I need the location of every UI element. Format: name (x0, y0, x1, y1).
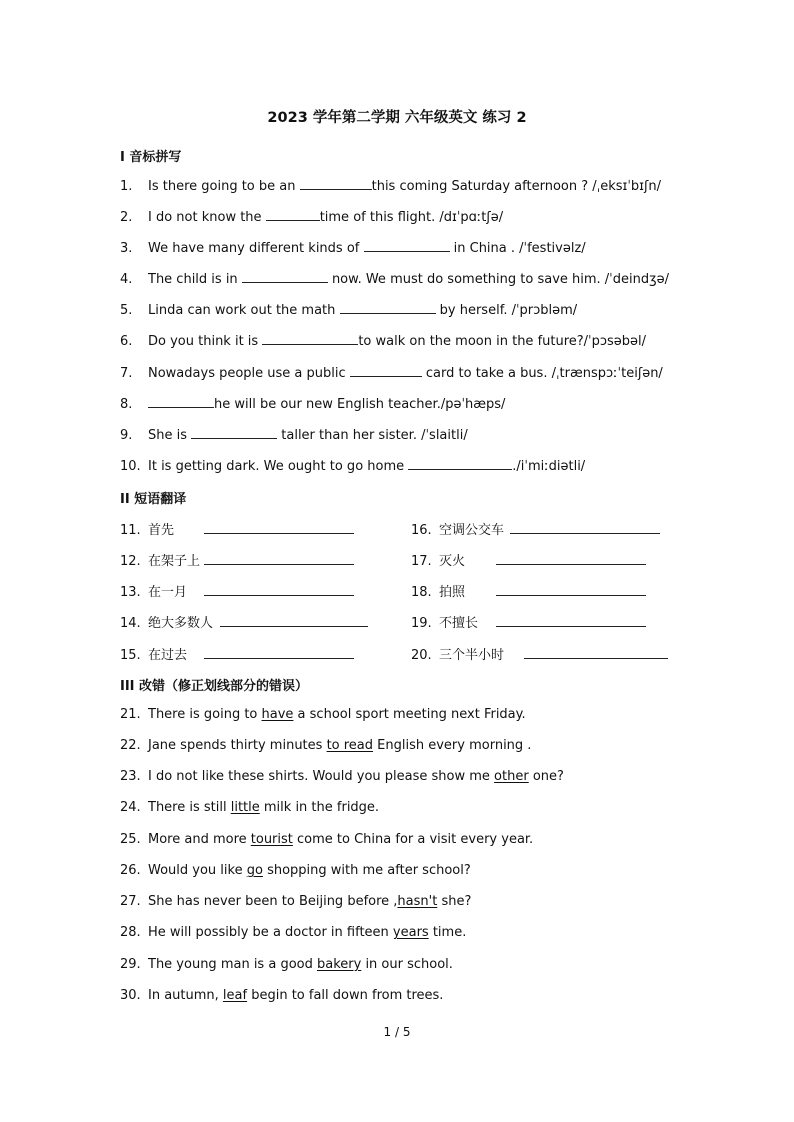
underlined-error: bakery (316, 957, 362, 972)
question-row (120, 988, 443, 1003)
question-row (120, 364, 663, 381)
question-text-before: There is going to (148, 707, 262, 722)
phrase-text: 在过去 (148, 648, 188, 663)
question-number: 9. (120, 428, 133, 443)
underlined-error: little (230, 800, 260, 815)
phrase-text: 不擅长 (439, 616, 479, 631)
answer-blank[interactable] (266, 208, 320, 221)
question-number: 24. (120, 800, 141, 815)
question-text-before: Do you think it is (148, 334, 263, 349)
question-number: 1. (120, 179, 133, 194)
question-number: 18. (411, 585, 432, 600)
question-number: 13. (120, 585, 141, 600)
question-number: 3. (120, 241, 133, 256)
question-number: 20. (411, 648, 432, 663)
question-text-after: now. We must do something to save him. /ˈdeindʒə/ (327, 272, 669, 287)
section-heading-error-correction: III 改错（修正划线部分的错误） (120, 679, 309, 694)
question-row (120, 800, 379, 815)
question-text-before: Would you like (148, 863, 247, 878)
question-text-after: in China . /ˈfestivəlz/ (449, 241, 586, 256)
question-text-after: in our school. (361, 957, 453, 972)
answer-blank[interactable] (300, 177, 372, 190)
question-text-before: It is getting dark. We ought to go home (148, 459, 409, 474)
translation-item (411, 612, 478, 631)
question-text-before: Is there going to be an (148, 179, 300, 194)
question-text-after: a school sport meeting next Friday. (293, 707, 526, 722)
page-title: 2023 学年第二学期 六年级英文 练习 2 (267, 110, 527, 126)
question-number: 15. (120, 648, 141, 663)
translation-item (120, 581, 187, 600)
question-row (120, 426, 468, 443)
question-text-before: He will possibly be a doctor in fifteen (148, 925, 393, 940)
question-text-before: We have many different kinds of (148, 241, 364, 256)
page-number: 1 / 5 (383, 1025, 411, 1039)
section-heading-translation: II 短语翻译 (120, 492, 187, 507)
underlined-error: years (392, 925, 429, 940)
translation-item (411, 581, 465, 600)
question-number: 29. (120, 957, 141, 972)
translation-item (411, 519, 504, 538)
answer-blank[interactable] (204, 583, 354, 596)
question-text-before: I do not like these shirts. Would you please show me (148, 769, 495, 784)
question-row (120, 769, 564, 784)
question-number: 21. (120, 707, 141, 722)
question-number: 4. (120, 272, 133, 287)
question-number: 30. (120, 988, 141, 1003)
question-row (120, 177, 661, 194)
question-number: 14. (120, 616, 141, 631)
question-number: 5. (120, 303, 133, 318)
question-row (120, 832, 533, 847)
translation-item (120, 550, 200, 569)
answer-blank[interactable] (242, 270, 328, 283)
question-text-before: She has never been to Beijing before , (148, 894, 398, 909)
question-text-after: ./iˈmiːdiətli/ (512, 459, 586, 474)
question-text-before: Jane spends thirty minutes (148, 738, 327, 753)
question-text-before: There is still (148, 800, 231, 815)
question-row (120, 270, 669, 287)
translation-item (120, 612, 213, 631)
question-number: 17. (411, 554, 432, 569)
question-text-before: I do not know the (148, 210, 266, 225)
underlined-error: tourist (250, 832, 293, 847)
translation-item (120, 519, 174, 538)
answer-blank[interactable] (496, 614, 646, 627)
question-row (120, 395, 505, 412)
question-row (120, 863, 471, 878)
answer-blank[interactable] (262, 332, 358, 345)
question-row (120, 957, 453, 972)
phrase-text: 在架子上 (148, 554, 201, 569)
answer-blank[interactable] (364, 239, 450, 252)
underlined-error: have (261, 707, 294, 722)
phrase-text: 首先 (148, 523, 175, 538)
answer-blank[interactable] (496, 583, 646, 596)
translation-item (411, 550, 465, 569)
question-row (120, 894, 471, 909)
question-text-after: begin to fall down from trees. (247, 988, 444, 1003)
question-number: 16. (411, 523, 432, 538)
question-number: 10. (120, 459, 141, 474)
question-row (120, 457, 585, 474)
question-number: 22. (120, 738, 141, 753)
question-row (120, 239, 586, 256)
question-text-after: come to China for a visit every year. (292, 832, 534, 847)
question-text-before: Nowadays people use a public (148, 366, 350, 381)
question-text-after: card to take a bus. /ˌtrænspɔːˈteiʃən/ (421, 366, 663, 381)
question-number: 7. (120, 366, 133, 381)
answer-blank[interactable] (340, 301, 436, 314)
answer-blank[interactable] (148, 395, 214, 408)
underlined-error: go (246, 863, 263, 878)
underlined-error: to read (326, 738, 374, 753)
question-number: 11. (120, 523, 141, 538)
underlined-error: other (494, 769, 529, 784)
answer-blank[interactable] (204, 646, 354, 659)
question-text-before: Linda can work out the math (148, 303, 340, 318)
question-number: 19. (411, 616, 432, 631)
question-number: 8. (120, 397, 133, 412)
question-text-before: The young man is a good (148, 957, 317, 972)
phrase-text: 三个半小时 (439, 648, 505, 663)
question-number: 23. (120, 769, 141, 784)
question-number: 28. (120, 925, 141, 940)
translation-item (411, 644, 504, 663)
question-row (120, 738, 531, 753)
question-number: 2. (120, 210, 133, 225)
phrase-text: 拍照 (439, 585, 466, 600)
question-text-before: More and more (148, 832, 251, 847)
answer-blank[interactable] (510, 521, 660, 534)
answer-blank[interactable] (408, 457, 512, 470)
answer-blank[interactable] (220, 614, 368, 627)
underlined-error: leaf (222, 988, 248, 1003)
question-text-after: she? (437, 894, 472, 909)
question-row (120, 208, 503, 225)
question-number: 26. (120, 863, 141, 878)
question-number: 25. (120, 832, 141, 847)
question-text-after: milk in the fridge. (259, 800, 380, 815)
phrase-text: 空调公交车 (439, 523, 505, 538)
translation-item (120, 644, 187, 663)
answer-blank[interactable] (350, 364, 422, 377)
question-text-after: English every morning . (373, 738, 532, 753)
question-text-before: She is (148, 428, 192, 443)
phrase-text: 绝大多数人 (148, 616, 214, 631)
underlined-error: hasn't (397, 894, 438, 909)
question-row (120, 925, 466, 940)
phrase-text: 在一月 (148, 585, 188, 600)
question-text-after: time. (428, 925, 467, 940)
question-number: 27. (120, 894, 141, 909)
answer-blank[interactable] (191, 426, 277, 439)
question-text-after: he will be our new English teacher./pəˈhæps/ (214, 397, 506, 412)
question-text-after: to walk on the moon in the future?/ˈpɔsəbəl/ (358, 334, 647, 349)
question-text-after: by herself. /ˈprɔbləm/ (435, 303, 578, 318)
phrase-text: 灭火 (439, 554, 466, 569)
answer-blank[interactable] (496, 552, 646, 565)
answer-blank[interactable] (524, 646, 668, 659)
question-text-after: taller than her sister. /ˈslaitli/ (277, 428, 468, 443)
question-text-after: this coming Saturday afternoon ? /ˌeksɪˈbɪʃn/ (371, 179, 661, 194)
question-text-after: shopping with me after school? (262, 863, 471, 878)
question-text-after: one? (528, 769, 564, 784)
question-text-before: The child is in (148, 272, 242, 287)
question-number: 6. (120, 334, 133, 349)
section-heading-phonetics: I 音标拼写 (120, 150, 182, 165)
question-row (120, 707, 526, 722)
question-text-before: In autumn, (148, 988, 223, 1003)
question-row (120, 332, 646, 349)
question-text-after: time of this flight. /dɪˈpɑːtʃə/ (319, 210, 504, 225)
answer-blank[interactable] (204, 552, 354, 565)
question-number: 12. (120, 554, 141, 569)
answer-blank[interactable] (204, 521, 354, 534)
question-row (120, 301, 577, 318)
